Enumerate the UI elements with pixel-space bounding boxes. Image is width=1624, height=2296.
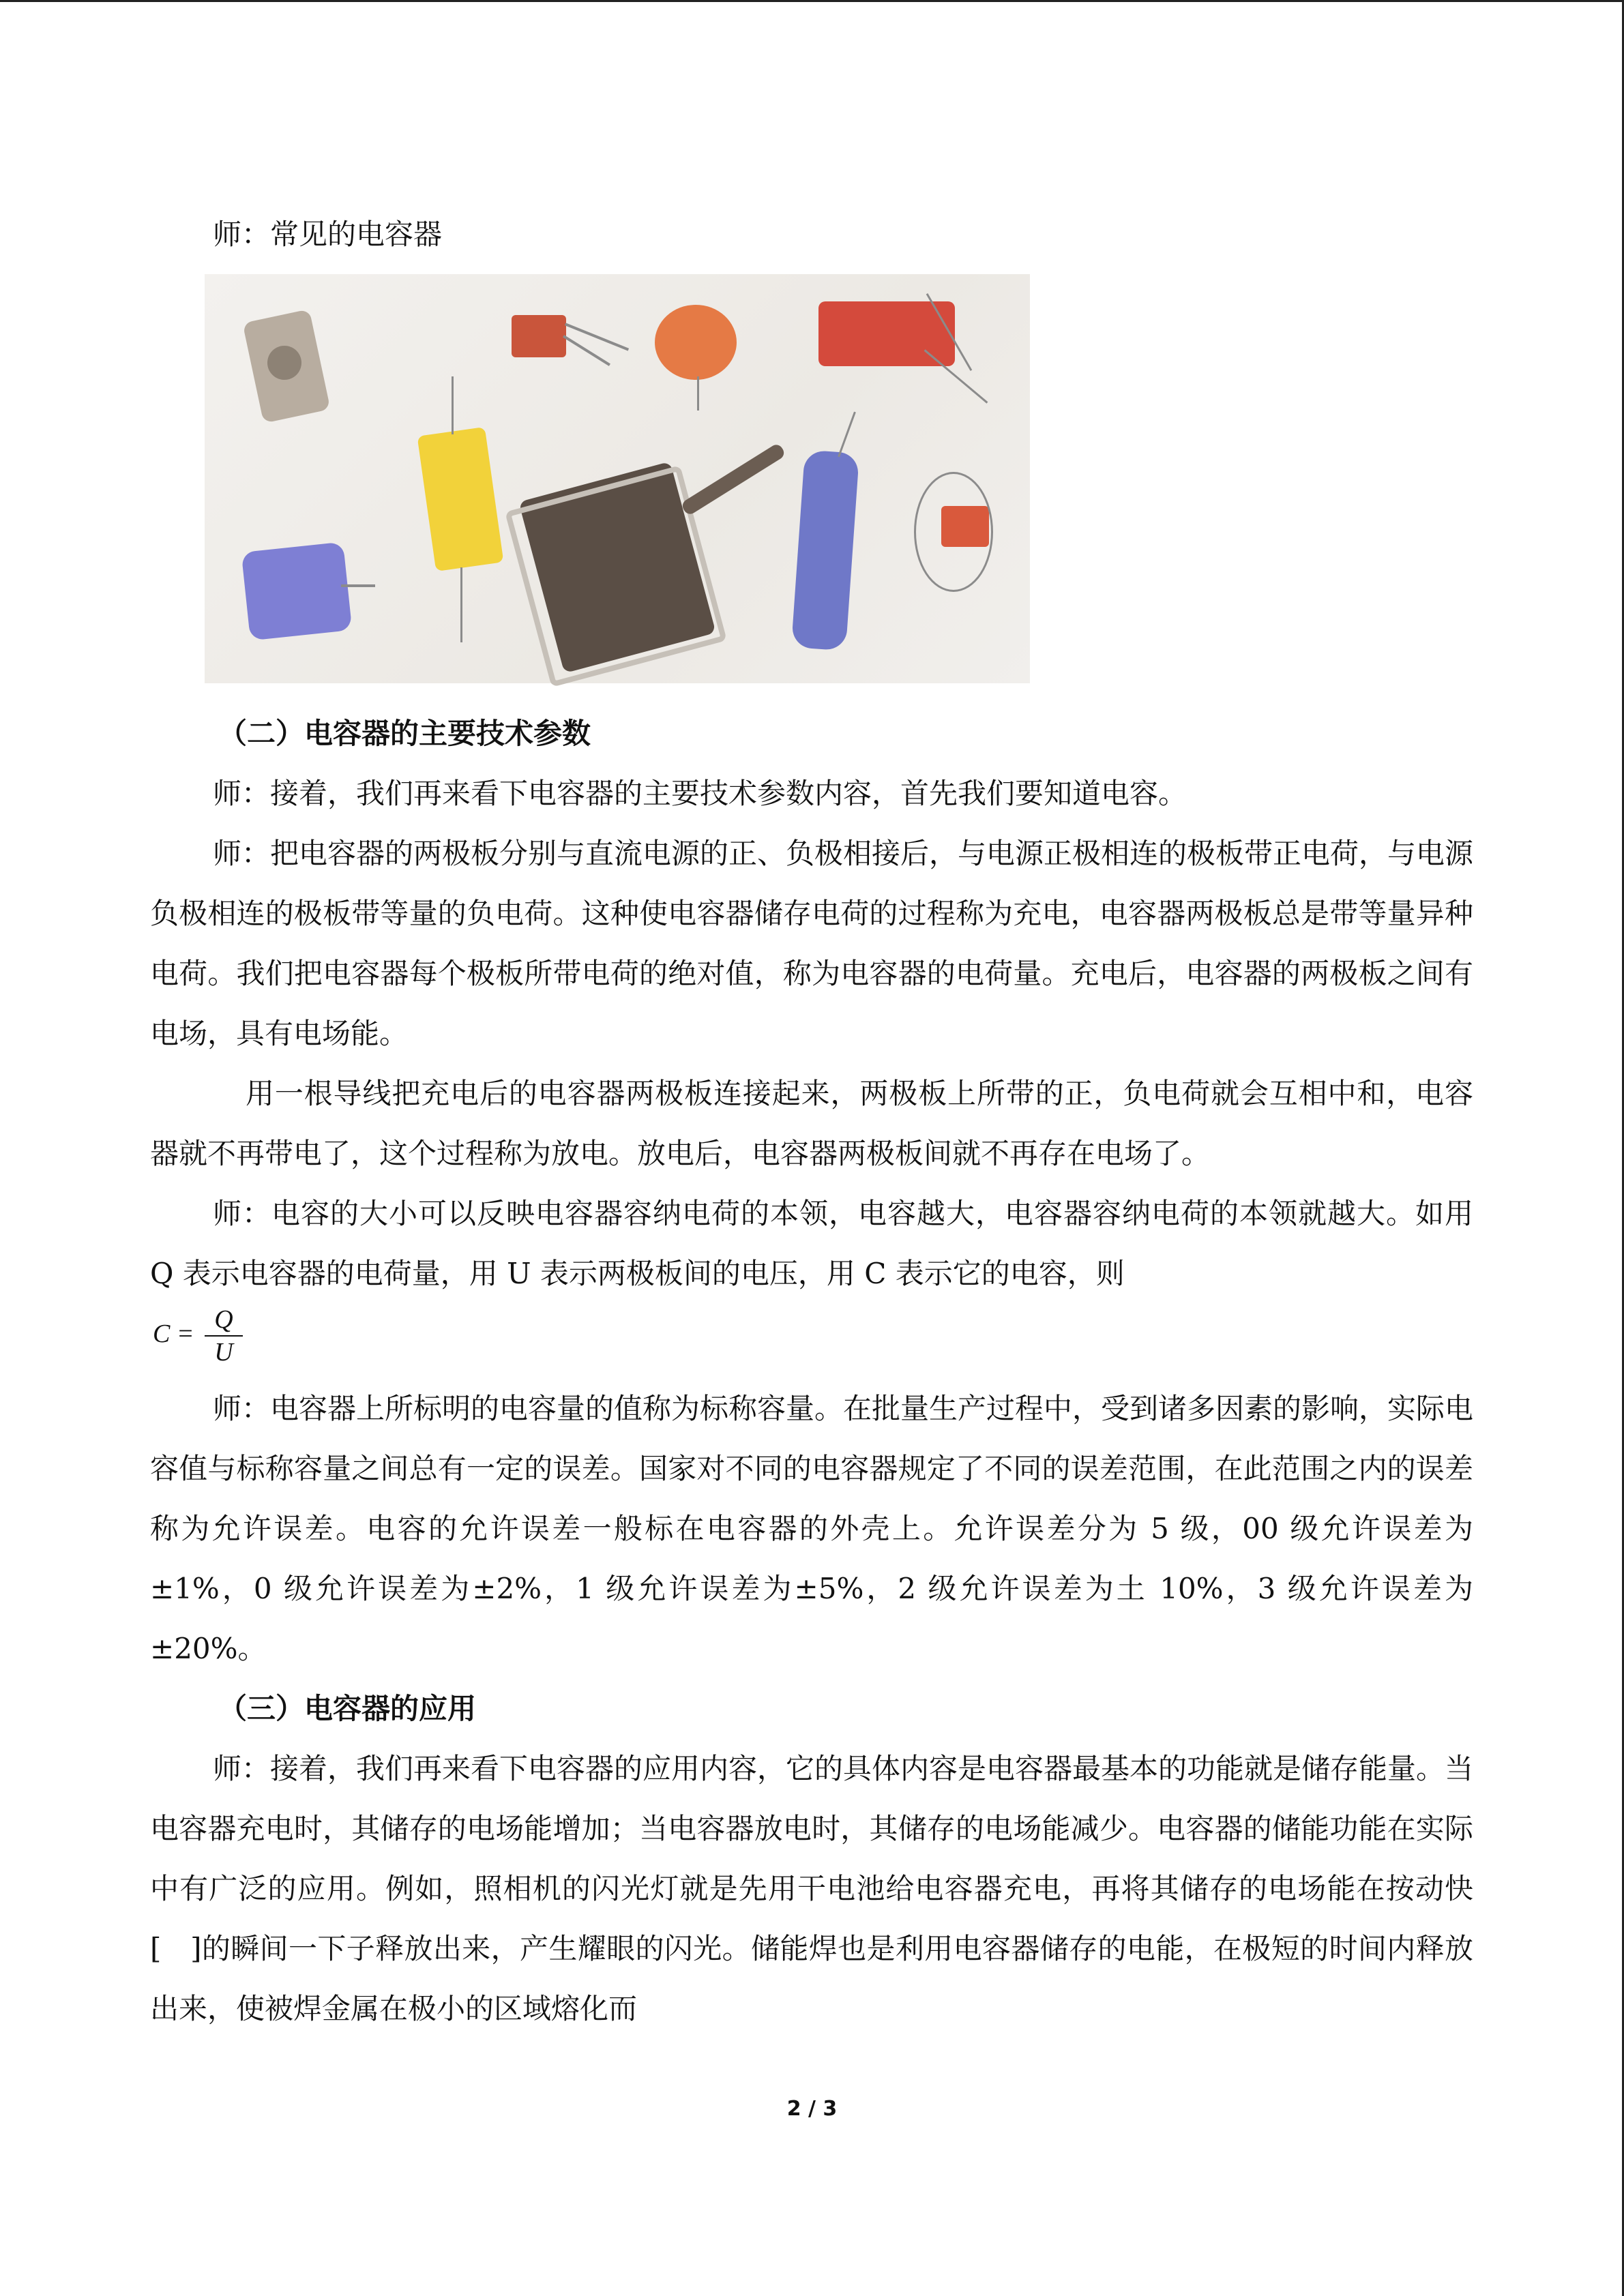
intro-line: 师：常见的电容器 <box>213 218 443 251</box>
ceramic-capacitor-image <box>512 315 566 357</box>
disc-capacitor-image <box>655 305 737 380</box>
section-heading-parameters: （二）电容器的主要技术参数 <box>218 717 591 750</box>
blue-electrolytic-capacitor-image <box>791 450 859 651</box>
formula-lhs: C = <box>153 1320 194 1348</box>
capacitors-photo <box>205 274 1030 683</box>
paragraph: 师：接着，我们再来看下电容器的主要技术参数内容，首先我们要知道电容。 <box>213 777 1187 810</box>
page-top-border <box>0 0 1624 2</box>
formula-fraction <box>205 1304 243 1368</box>
formula-denominator: U <box>214 1338 233 1367</box>
paragraph: 用一根导线把充电后的电容器两极板连接起来，两极板上所带的正，负电荷就会互相中和，电容器就不再带电了，这个过程称为放电。放电后，电容器两极板间就不再存在电场了。 <box>150 1077 1473 1170</box>
paragraph: 师：把电容器的两极板分别与直流电源的正、负极相接后，与电源正极相连的极板带正电荷，与电源负极相连的极板带等量的负电荷。这种使电容器储存电荷的过程称为充电，电容器两极板总是带等量异种电荷。我们把电容器每个极板所带电荷的绝对值，称为电容器的电荷量。充电后，电容器的两极板之间有电场，具有电场能。 <box>150 837 1474 1050</box>
purple-electrolytic-capacitor-image <box>241 542 353 641</box>
document-body <box>150 205 1473 2039</box>
paragraph: 师：电容器上所标明的电容量的值称为标称容量。在批量生产过程中，受到诸多因素的影响，实际电容值与标称容量之间总有一定的误差。国家对不同的电容器规定了不同的误差范围，在此范围之内的误差称为允许误差。电容的允许误差一般标在电容器的外壳上。允许误差分为 5 级，00 级允许误差为±1%，0 级允许误差为±2%，1 级允许误差为±5%，2 级允许误差为土 10%，3 级允许误差为±20%。 <box>150 1392 1474 1665</box>
section-heading-applications: （三）电容器的应用 <box>218 1692 477 1725</box>
paragraph: 师：接着，我们再来看下电容器的应用内容，它的具体内容是电容器最基本的功能就是储存能量。当电容器充电时，其储存的电场能增加；当电容器放电时，其储存的电场能减少。电容器的储能功能在实际中有广泛的应用。例如，照相机的闪光灯就是先用干电池给电容器充电，再将其储存的电场能在按动快[ ]的瞬间一下子释放出来，产生耀眼的闪光。储能焊也是利用电容器储存的电能，在极短的时间内释放出来，使被焊金属在极小的区域熔化而 <box>150 1752 1474 2025</box>
page-number: 2 / 3 <box>786 2097 838 2121</box>
paragraph: 师：电容的大小可以反映电容器容纳电荷的本领，电容越大，电容器容纳电荷的本领就越大。如用 Q 表示电容器的电荷量，用 U 表示两极板间的电压，用 C 表示它的电容，则 <box>150 1197 1473 1290</box>
capacitance-formula <box>150 1304 1473 1379</box>
yellow-axial-capacitor-image <box>417 427 504 571</box>
formula-numerator: Q <box>205 1304 243 1337</box>
